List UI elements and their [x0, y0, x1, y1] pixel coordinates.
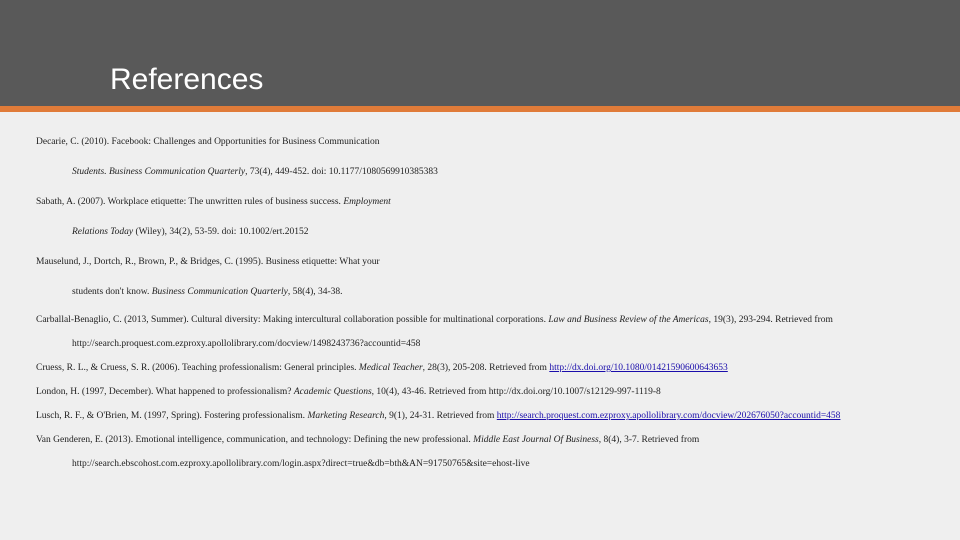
accent-bar [0, 106, 960, 112]
cruess-doi-link[interactable]: http://dx.doi.org/10.1080/01421590600643653 [549, 363, 728, 373]
reference-van-genderen-url: http://search.ebscohost.com.ezproxy.apollolibrary.com/login.aspx?direct=true&db=bth&AN=91750765&site=ehost-live [72, 459, 530, 469]
reference-sabath: Sabath, A. (2007). Workplace etiquette: The unwritten rules of business success. Employment [36, 197, 391, 207]
reference-london: London, H. (1997, December). What happened to professionalism? Academic Questions, 10(4), 43-46. Retrieved from http://dx.doi.org/10.1007/s12129-997-1119-8 [36, 387, 661, 397]
reference-sabath-continuation: Relations Today (Wiley), 34(2), 53-59. doi: 10.1002/ert.20152 [72, 227, 309, 237]
reference-mauselund-continuation: students don't know. Business Communication Quarterly, 58(4), 34-38. [72, 287, 343, 297]
slide-title: References [110, 63, 264, 96]
reference-cruess: Cruess, R. L., & Cruess, S. R. (2006). Teaching professionalism: General principles. Medical Teacher, 28(3), 205-208. Retrieved from http://dx.doi.org/10.1080/01421590600643653 [36, 363, 728, 373]
reference-decarie-continuation: Students. Business Communication Quarterly, 73(4), 449-452. doi: 10.1177/1080569910385383 [72, 167, 438, 177]
lusch-proquest-link[interactable]: http://search.proquest.com.ezproxy.apollolibrary.com/docview/202676050?accountid=458 [496, 411, 841, 421]
reference-carballal-benaglio-url: http://search.proquest.com.ezproxy.apollolibrary.com/docview/1498243736?accountid=458 [72, 339, 421, 349]
reference-mauselund: Mauselund, J., Dortch, R., Brown, P., & Bridges, C. (1995). Business etiquette: What your [36, 257, 380, 267]
reference-van-genderen: Van Genderen, E. (2013). Emotional intelligence, communication, and technology: Defining the new professional. Middle East Journal Of Business, 8(4), 3-7. Retrieved from [36, 435, 700, 445]
reference-lusch: Lusch, R. F., & O'Brien, M. (1997, Spring). Fostering professionalism. Marketing Research, 9(1), 24-31. Retrieved from http://search.proquest.com.ezproxy.apollolibrary.com/docview/202676050?accountid=458 [36, 411, 841, 421]
reference-carballal-benaglio: Carballal-Benaglio, C. (2013, Summer). Cultural diversity: Making intercultural collaboration possible for multinational corporations. Law and Business Review of the Americas, 19(3), 293-294. Retrieved from [36, 315, 833, 325]
reference-decarie: Decarie, C. (2010). Facebook: Challenges and Opportunities for Business Communication [36, 137, 380, 147]
